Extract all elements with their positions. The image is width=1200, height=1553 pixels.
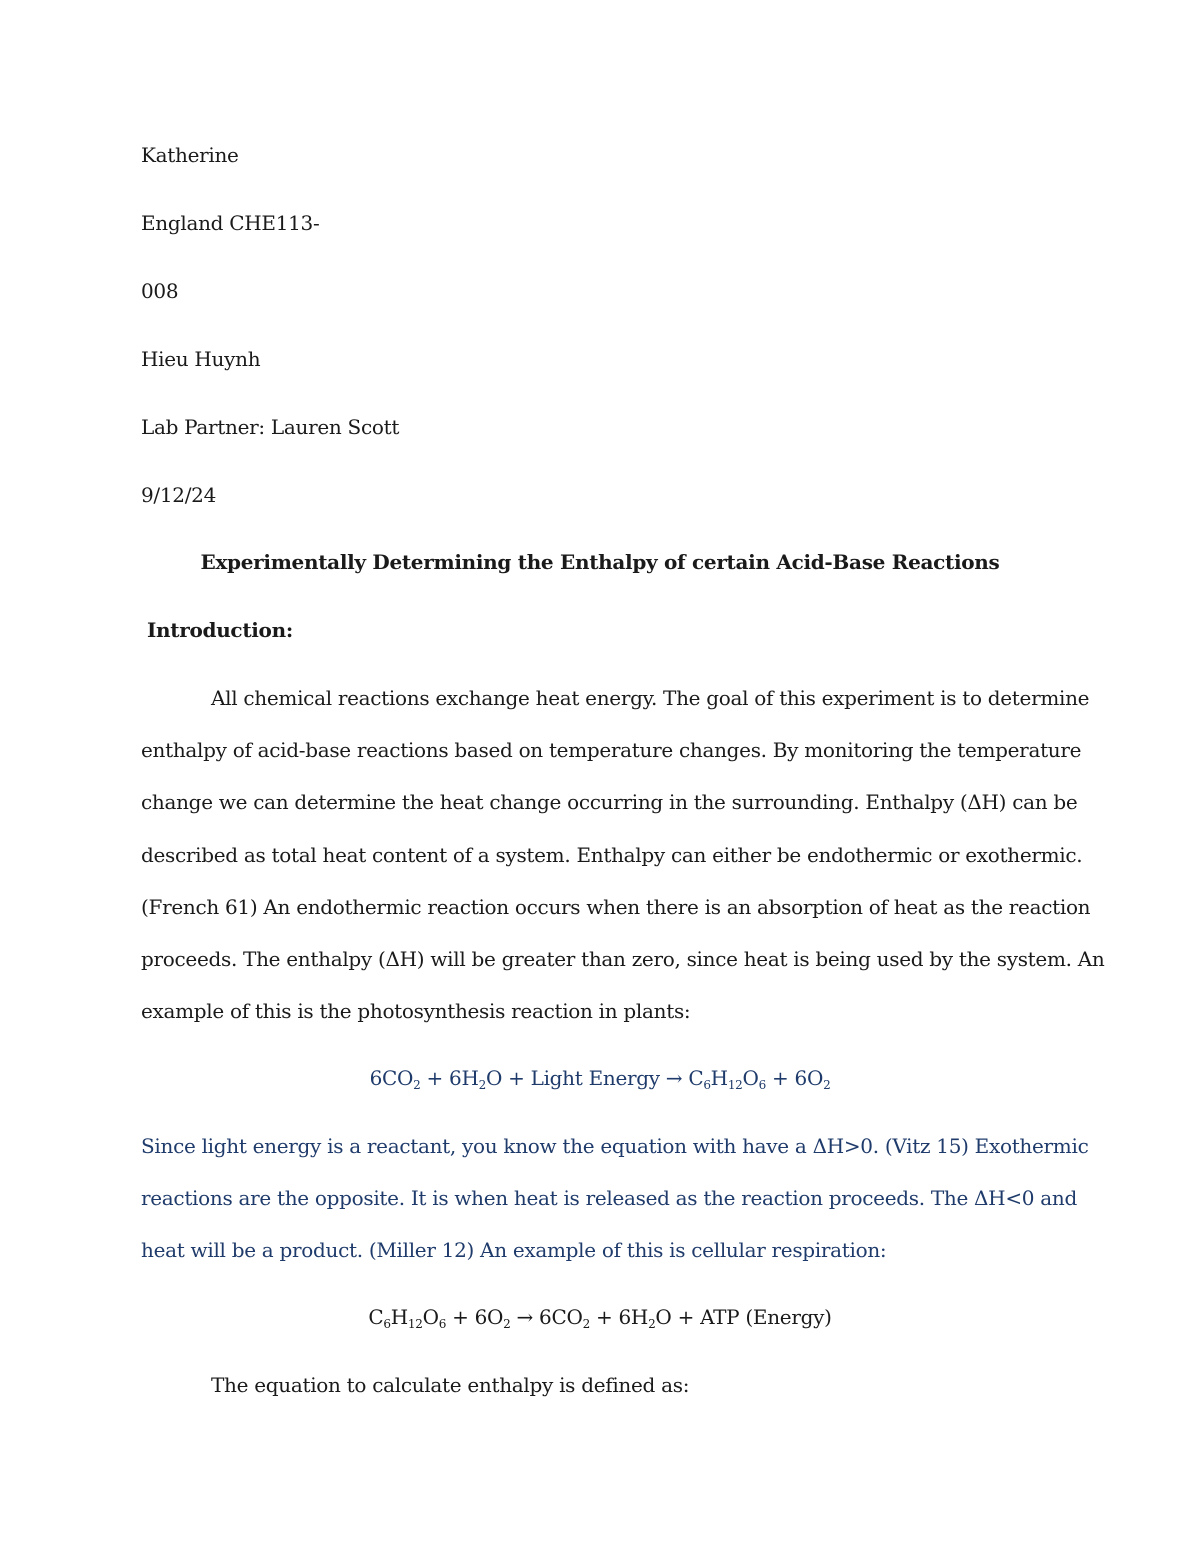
intro-paragraph-line: described as total heat content of a system. Enthalpy can either be endothermic or exothermic. [141, 843, 1083, 867]
closing-line: The equation to calculate enthalpy is defined as: [211, 1373, 690, 1397]
date: 9/12/24 [141, 483, 216, 507]
paragraph2-line: heat will be a product. (Miller 12) An example of this is cellular respiration: [141, 1238, 887, 1262]
intro-paragraph-line: All chemical reactions exchange heat energy. The goal of this experiment is to determine [211, 686, 1090, 710]
photosynthesis-equation: $6CO_2 + 6H_2O$ + Light Energy → $C_6H_{12}O_6 + 6O_2$ [369, 1066, 831, 1092]
lab-partner: Lab Partner: Lauren Scott [141, 415, 400, 439]
author-first-name: Katherine [141, 143, 239, 167]
intro-paragraph-line: example of this is the photosynthesis reaction in plants: [141, 999, 691, 1023]
course-section: 008 [141, 279, 179, 303]
intro-paragraph-line: (French 61) An endothermic reaction occurs when there is an absorption of heat as the reaction [141, 895, 1091, 919]
section-heading-introduction: Introduction: [147, 618, 293, 642]
intro-paragraph-line: change we can determine the heat change occurring in the surrounding. Enthalpy (ΔH) can be [141, 790, 1078, 814]
respiration-equation: $C_6H_{12}O_6 + 6O_2 \to 6CO_2 + 6H_2O$ + ATP (Energy) [368, 1305, 832, 1331]
document-title: Experimentally Determining the Enthalpy of certain Acid-Base Reactions [200, 550, 1000, 574]
instructor-name: Hieu Huynh [141, 347, 261, 371]
intro-paragraph-line: enthalpy of acid-base reactions based on temperature changes. By monitoring the temperature [141, 738, 1082, 762]
author-last-name-course: England CHE113- [141, 211, 320, 235]
intro-paragraph-line: proceeds. The enthalpy (ΔH) will be greater than zero, since heat is being used by the system. An [141, 947, 1105, 971]
paragraph2-line: reactions are the opposite. It is when heat is released as the reaction proceeds. The ΔH<0 and [141, 1186, 1077, 1210]
paragraph2-line: Since light energy is a reactant, you know the equation with have a ΔH>0. (Vitz 15) Exothermic [141, 1134, 1089, 1158]
